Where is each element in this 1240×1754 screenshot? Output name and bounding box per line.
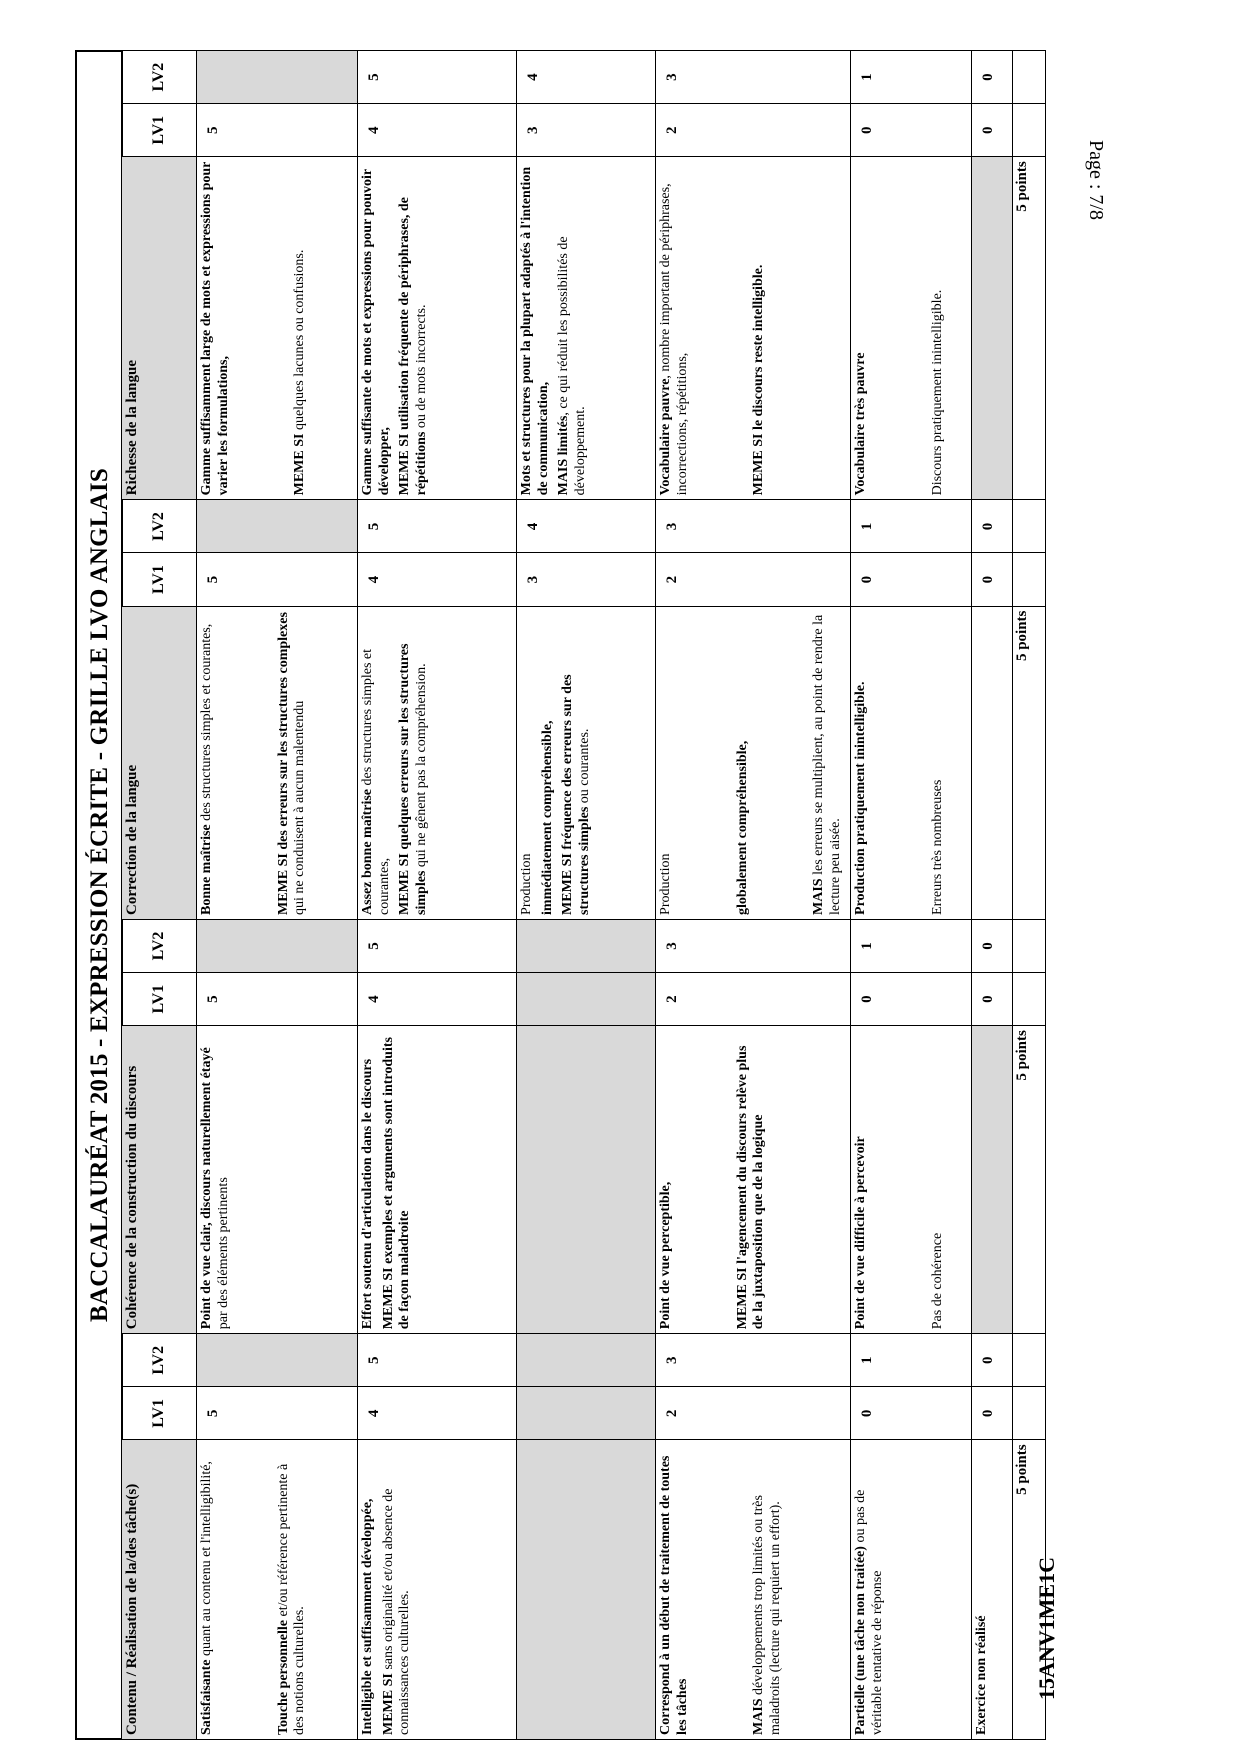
score-cell: 0 — [972, 553, 1013, 606]
descriptor-line: Satisfaisante quant au contenu et l'intelligibilité, — [199, 1461, 214, 1735]
descriptor-line: MEME SI exemples et arguments sont introduits de façon maladroite — [380, 1037, 413, 1330]
score-cell: 3 — [656, 51, 851, 104]
contenu-descriptor — [197, 1440, 358, 1740]
empty-cell — [1013, 553, 1046, 606]
descriptor-line: MEME SI quelques lacunes ou confusions. — [292, 249, 308, 496]
descriptor-line: Effort soutenu d'articulation dans le discours — [360, 1058, 375, 1330]
grid-row — [851, 51, 972, 1740]
correction-descriptor — [358, 606, 517, 919]
score-cell: 1 — [851, 51, 972, 104]
header-lv2: LV2 — [122, 500, 197, 553]
descriptor-line: Point de vue difficile à percevoir — [853, 1136, 869, 1330]
richesse-descriptor — [656, 157, 851, 500]
score-cell: 5 — [197, 104, 358, 157]
coherence-descriptor — [197, 1026, 358, 1334]
descriptor-line: MAIS limités, ce qui réduit les possibilités de développement. — [556, 236, 588, 496]
descriptor-line: Gamme suffisante de mots et expressions pour pouvoir développer, — [360, 169, 392, 496]
score-cell — [197, 919, 358, 972]
empty-cell — [1013, 919, 1046, 972]
score-cell: 0 — [972, 51, 1013, 104]
total-contenu: 5 points — [1013, 1440, 1046, 1740]
score-cell: 3 — [517, 104, 656, 157]
score-cell — [517, 1334, 656, 1387]
score-cell: 4 — [358, 553, 517, 606]
header-correction: Correction de la langue — [122, 606, 197, 919]
page-number: Page : 7/8 — [1085, 140, 1107, 220]
grid-body — [197, 51, 972, 1740]
empty-cell — [972, 606, 1013, 919]
total-correction: 5 points — [1013, 606, 1046, 919]
score-cell: 3 — [656, 500, 851, 553]
score-cell: 3 — [517, 553, 656, 606]
correction-descriptor — [656, 606, 851, 919]
descriptor-line: globalement compréhensible, — [734, 740, 750, 915]
score-cell: 4 — [517, 51, 656, 104]
descriptor-line: Point de vue perceptible, — [658, 1181, 673, 1330]
coherence-descriptor — [517, 1026, 656, 1334]
score-cell: 3 — [656, 919, 851, 972]
correction-descriptor — [517, 606, 656, 919]
score-cell: 3 — [656, 1334, 851, 1387]
empty-cell — [1013, 1334, 1046, 1387]
descriptor-line: Partielle (une tâche non traitée) ou pas de véritable tentative de réponse — [853, 1489, 885, 1735]
header-lv2: LV2 — [122, 51, 197, 104]
score-cell — [517, 973, 656, 1026]
descriptor-line: Mots et structures pour la plupart adaptés à l'intention de communication, — [519, 166, 551, 496]
rotated-grid-page — [75, 50, 1031, 1740]
grid-title: BACCALAURÉAT 2015 - EXPRESSION ÉCRITE - GRILLE LVO ANGLAIS — [75, 50, 123, 1740]
score-cell: 0 — [972, 500, 1013, 553]
coherence-descriptor — [656, 1026, 851, 1334]
score-cell: 0 — [972, 1387, 1013, 1440]
score-cell: 4 — [358, 1387, 517, 1440]
header-lv1: LV1 — [122, 553, 197, 606]
total-row — [1013, 51, 1046, 1740]
descriptor-line: Discours pratiquement inintelligible. — [929, 289, 945, 496]
score-cell: 4 — [517, 500, 656, 553]
score-cell: 4 — [358, 104, 517, 157]
coherence-descriptor — [358, 1026, 517, 1334]
grid-row — [656, 51, 851, 1740]
score-cell — [517, 919, 656, 972]
header-lv1: LV1 — [122, 104, 197, 157]
empty-cell — [972, 157, 1013, 500]
non-realise-label: Exercice non réalisé — [972, 1440, 1013, 1740]
grid-row — [517, 51, 656, 1740]
empty-cell — [972, 1026, 1013, 1334]
descriptor-line: MEME SI utilisation fréquente de périphrases, de répétitions ou de mots incorrects. — [397, 197, 429, 496]
score-cell: 2 — [656, 1387, 851, 1440]
header-richesse: Richesse de la langue — [122, 157, 197, 500]
score-cell: 5 — [197, 1387, 358, 1440]
descriptor-line: MAIS les erreurs se multiplient, au point de rendre la lecture peu aisée. — [811, 614, 843, 915]
empty-cell — [1013, 51, 1046, 104]
header-lv2: LV2 — [122, 1334, 197, 1387]
total-richesse: 5 points — [1013, 157, 1046, 500]
correction-descriptor — [851, 606, 972, 919]
score-cell: 0 — [972, 1334, 1013, 1387]
descriptor-line: MEME SI des erreurs sur les structures complexes qui ne conduisent à aucun malentendu — [275, 612, 308, 915]
descriptor-line: Assez bonne maîtrise des structures simples et courantes, — [360, 648, 392, 915]
score-cell: 2 — [656, 104, 851, 157]
empty-cell — [1013, 500, 1046, 553]
contenu-descriptor — [358, 1440, 517, 1740]
score-cell: 1 — [851, 500, 972, 553]
score-cell: 0 — [851, 1387, 972, 1440]
score-cell: 5 — [197, 553, 358, 606]
score-cell: 5 — [358, 500, 517, 553]
score-cell: 1 — [851, 919, 972, 972]
document-code: 15ANV1ME1C — [1034, 1557, 1059, 1700]
descriptor-line: Correspond à un début de traitement de toutes les tâches — [658, 1455, 690, 1735]
descriptor-line: MEME SI l'agencement du discours relève plus de la juxtaposition que de la logique — [734, 1045, 767, 1330]
score-cell: 2 — [656, 553, 851, 606]
empty-cell — [1013, 104, 1046, 157]
score-cell: 4 — [358, 973, 517, 1026]
descriptor-line: Point de vue clair, discours naturellement étayé par des éléments pertinents — [199, 1047, 231, 1330]
score-cell — [517, 1387, 656, 1440]
correction-descriptor — [197, 606, 358, 919]
header-coherence: Cohérence de la construction du discours — [122, 1026, 197, 1334]
score-cell: 0 — [851, 553, 972, 606]
score-cell: 1 — [851, 1334, 972, 1387]
grid-row — [197, 51, 358, 1740]
richesse-descriptor — [197, 157, 358, 500]
contenu-descriptor — [517, 1440, 656, 1740]
grid-row — [358, 51, 517, 1740]
score-cell: 0 — [851, 973, 972, 1026]
header-lv1: LV1 — [122, 973, 197, 1026]
score-cell: 0 — [851, 104, 972, 157]
descriptor-line: MEME SI fréquence des erreurs sur des structures simples ou courantes. — [560, 674, 592, 915]
richesse-descriptor — [358, 157, 517, 500]
descriptor-line: MAIS développements trop limités ou très maladroits (lecture qui requiert un effort). — [751, 1495, 783, 1735]
richesse-descriptor — [851, 157, 972, 500]
score-cell — [197, 500, 358, 553]
descriptor-line: Vocabulaire pauvre, nombre important de périphrases, incorrections, répétitions, — [658, 183, 690, 496]
descriptor-line: Production pratiquement inintelligible. — [853, 681, 869, 915]
descriptor-line: Intelligible et suffisamment développée, — [360, 1498, 375, 1735]
assessment-grid-table — [121, 50, 1046, 1740]
descriptor-line: immédiatement compréhensible, — [539, 720, 555, 915]
header-row — [122, 51, 197, 1740]
header-contenu: Contenu / Réalisation de la/des tâche(s) — [122, 1440, 197, 1740]
score-cell: 0 — [972, 104, 1013, 157]
score-cell — [197, 51, 358, 104]
coherence-descriptor — [851, 1026, 972, 1334]
empty-cell — [1013, 1387, 1046, 1440]
descriptor-line: MEME SI quelques erreurs sur les structures simples qui ne gênent pas la compréhension. — [397, 643, 429, 915]
descriptor-line: MEME SI le discours reste intelligible. — [751, 264, 767, 496]
descriptor-line: Pas de cohérence — [929, 1232, 945, 1330]
richesse-descriptor — [517, 157, 656, 500]
score-cell: 0 — [972, 973, 1013, 1026]
descriptor-line: Production — [658, 853, 673, 915]
non-realise-row — [972, 51, 1013, 1740]
score-cell: 5 — [358, 1334, 517, 1387]
contenu-descriptor — [656, 1440, 851, 1740]
score-cell: 2 — [656, 973, 851, 1026]
score-cell: 5 — [358, 919, 517, 972]
total-coherence: 5 points — [1013, 1026, 1046, 1334]
empty-cell — [1013, 973, 1046, 1026]
score-cell: 5 — [358, 51, 517, 104]
descriptor-line: Bonne maîtrise des structures simples et courantes, — [199, 623, 214, 915]
contenu-descriptor — [851, 1440, 972, 1740]
descriptor-line: MEME SI sans originalité et/ou absence de connaissances culturelles. — [380, 1488, 413, 1735]
descriptor-line: Production — [519, 853, 534, 915]
header-lv2: LV2 — [122, 919, 197, 972]
score-cell: 0 — [972, 919, 1013, 972]
header-lv1: LV1 — [122, 1387, 197, 1440]
score-cell — [197, 1334, 358, 1387]
descriptor-line: Gamme suffisamment large de mots et expressions pour varier les formulations, — [199, 161, 231, 496]
score-cell: 5 — [197, 973, 358, 1026]
descriptor-line: Erreurs très nombreuses — [929, 779, 945, 915]
descriptor-line: Touche personnelle et/ou référence pertinente à des notions culturelles. — [275, 1463, 308, 1735]
descriptor-line: Vocabulaire très pauvre — [853, 352, 869, 496]
